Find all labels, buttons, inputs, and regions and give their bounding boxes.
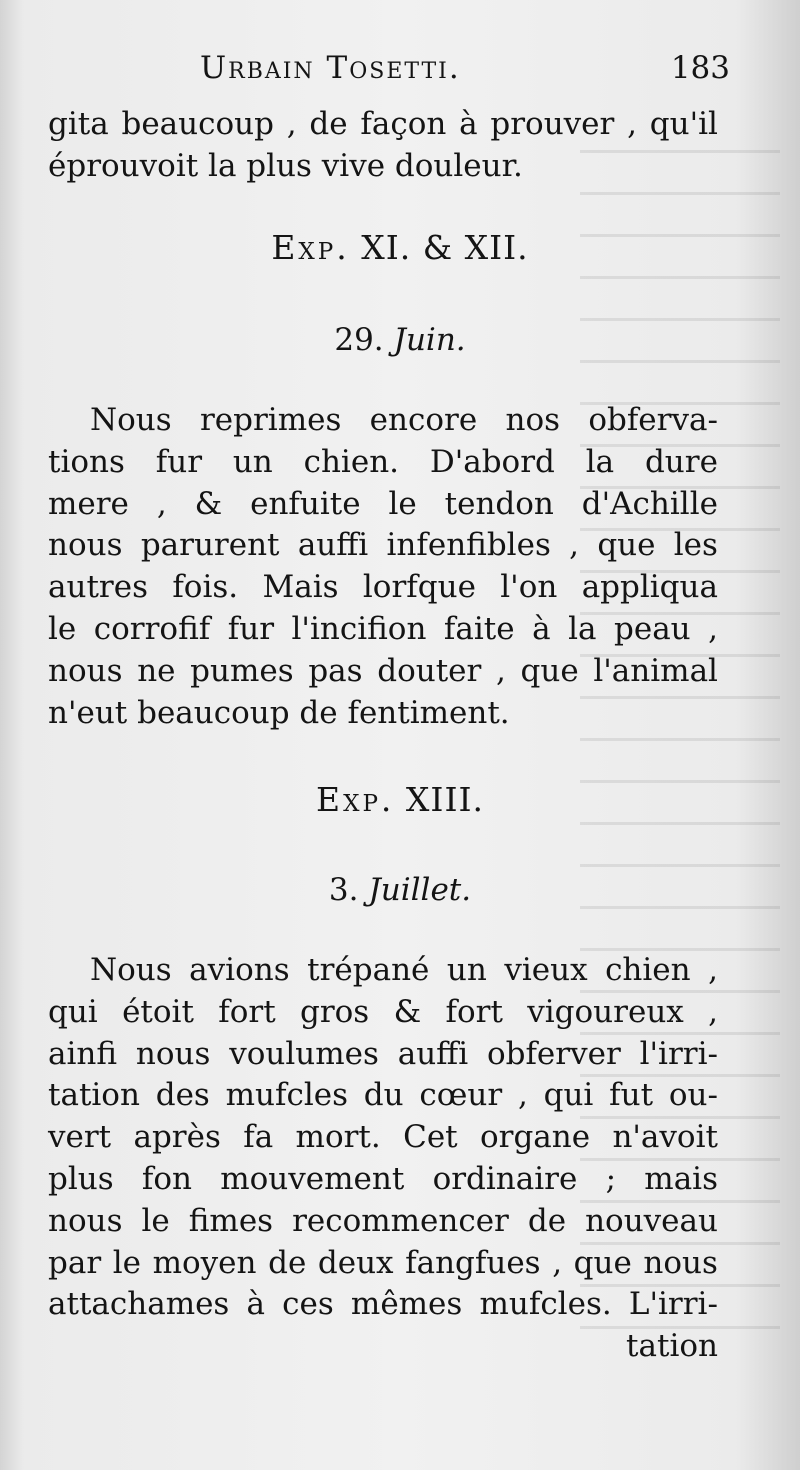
word: autres: [48, 569, 148, 606]
word: pas: [308, 652, 363, 689]
word: fois.: [172, 569, 239, 606]
word: vieux: [504, 952, 588, 988]
catchword: tation: [626, 1328, 718, 1365]
word: trépané: [307, 952, 430, 988]
experiment-date: [0, 872, 800, 908]
word: des: [155, 1077, 210, 1114]
text-line-content: n'eut beaucoup de fentiment.: [48, 694, 510, 731]
word: fon: [141, 1160, 192, 1197]
word: étoit: [122, 993, 194, 1030]
word: après: [133, 1119, 221, 1156]
text-line-content: [48, 651, 718, 693]
word: faite: [443, 610, 515, 647]
word: ;: [605, 1160, 617, 1197]
word: &: [194, 485, 223, 522]
experiment-number: XIII.: [405, 780, 485, 819]
word: l'on: [500, 569, 558, 606]
word: moyen: [152, 1244, 257, 1281]
word: vert: [48, 1119, 112, 1156]
text-line-content: [48, 609, 718, 651]
word: deux: [317, 1244, 394, 1281]
text-line-content: [48, 104, 718, 146]
page-header: [200, 50, 730, 90]
word: infenfibles: [386, 527, 551, 564]
word: &: [393, 993, 422, 1030]
word: auffi: [397, 1035, 469, 1072]
word: peau: [614, 610, 691, 647]
word: le: [48, 610, 77, 647]
text-line: [48, 609, 718, 651]
word: gita: [48, 106, 109, 142]
text-line-content: [90, 950, 718, 992]
catchword-line: [48, 1326, 718, 1368]
word: avions: [189, 952, 290, 988]
word: voulumes: [229, 1035, 379, 1072]
text-line: [48, 442, 718, 484]
word: nous: [48, 527, 123, 564]
text-line: [48, 525, 718, 567]
text-line: [48, 693, 718, 735]
word: ou-: [668, 1077, 718, 1114]
text-line: [48, 484, 718, 526]
text-line-content: [48, 442, 718, 484]
word: de: [527, 1202, 567, 1239]
text-line: [48, 1117, 718, 1159]
word: Cet: [403, 1119, 458, 1156]
word: ordinaire: [432, 1160, 578, 1197]
word: fangfues: [405, 1244, 541, 1281]
word: pumes: [190, 652, 294, 689]
word: nous: [643, 1244, 718, 1281]
text-line-content: [48, 1034, 718, 1076]
word: reprimes: [199, 402, 342, 438]
word: un: [232, 443, 273, 480]
word: prouver: [490, 106, 615, 142]
word: lorfque: [362, 569, 476, 606]
word: mort.: [295, 1119, 381, 1156]
word: Nous: [90, 952, 172, 988]
word: ces: [282, 1286, 334, 1323]
word: qu'il: [649, 106, 718, 142]
experiment-abbr: Exp.: [315, 780, 395, 819]
paragraph-continuation: [48, 104, 718, 188]
word: du: [363, 1077, 404, 1114]
experiment-date: [0, 322, 800, 358]
word: ,: [708, 952, 718, 988]
experiment-heading: [0, 780, 800, 819]
word: cœur: [419, 1077, 503, 1114]
word: nous: [48, 652, 123, 689]
word: ,: [627, 106, 637, 142]
text-line-content: [90, 400, 718, 442]
word: fimes: [188, 1202, 274, 1239]
word: organe: [479, 1119, 591, 1156]
word: que: [597, 527, 656, 564]
running-title: Urbain Tosetti.: [200, 50, 461, 86]
word: à: [459, 106, 478, 142]
text-line-content: [48, 1243, 718, 1285]
word: nous: [48, 1202, 123, 1239]
word: beaucoup: [121, 106, 274, 142]
text-line-content: éprouvoit la plus vive douleur.: [48, 147, 523, 184]
word: tendon: [444, 485, 554, 522]
text-line-content: [48, 1075, 718, 1117]
word: un: [446, 952, 487, 988]
experiment-number: XI. & XII.: [361, 228, 529, 267]
text-line: [48, 1284, 718, 1326]
word: nos: [505, 402, 561, 438]
word: nous: [135, 1035, 211, 1072]
word: tation: [48, 1077, 140, 1114]
word: mouvement: [220, 1160, 405, 1197]
word: mêmes: [350, 1286, 463, 1323]
text-line: [48, 1159, 718, 1201]
word: ,: [708, 993, 718, 1030]
word: l'animal: [593, 652, 718, 689]
word: ne: [137, 652, 176, 689]
word: la: [568, 610, 597, 647]
word: ,: [708, 610, 718, 647]
word: vigoureux: [527, 993, 684, 1030]
word: auffi: [297, 527, 369, 564]
word: gros: [299, 993, 370, 1030]
text-line-content: [48, 1284, 718, 1326]
word: l'irri-: [639, 1035, 718, 1072]
word: d'Achille: [581, 485, 718, 522]
date-day: 3.: [328, 872, 359, 908]
word: fort: [218, 993, 276, 1030]
text-line-content: [48, 1117, 718, 1159]
word: nouveau: [585, 1202, 718, 1239]
word: que: [520, 652, 579, 689]
word: fur: [155, 443, 203, 480]
word: ,: [286, 106, 297, 142]
date-month: Juillet.: [368, 872, 472, 908]
text-line: [48, 104, 718, 146]
word: plus: [48, 1160, 114, 1197]
word: encore: [369, 402, 478, 438]
word: recommencer: [292, 1202, 509, 1239]
text-line: [48, 400, 718, 442]
word: parurent: [140, 527, 280, 564]
text-line-content: [48, 484, 718, 526]
word: fort: [445, 993, 503, 1030]
paragraph: [48, 950, 718, 1368]
word: que: [573, 1244, 632, 1281]
text-line: [48, 1243, 718, 1285]
word: mufcles: [225, 1077, 348, 1114]
word: mais: [644, 1160, 718, 1197]
word: fa: [243, 1119, 274, 1156]
text-line-content: [48, 1201, 718, 1243]
date-month: Juin.: [393, 322, 466, 358]
word: fur: [227, 610, 275, 647]
word: enfuite: [250, 485, 361, 522]
text-line-content: [48, 567, 718, 609]
word: chien: [605, 952, 691, 988]
text-line-content: [48, 1159, 718, 1201]
word: par: [48, 1244, 102, 1281]
text-line: [48, 992, 718, 1034]
text-line: [48, 567, 718, 609]
word: à: [246, 1286, 265, 1323]
word: attachames: [48, 1286, 230, 1323]
word: mufcles.: [479, 1286, 612, 1323]
text-line-content: [48, 992, 718, 1034]
word: n'avoit: [612, 1119, 718, 1156]
word: les: [673, 527, 718, 564]
experiment-heading: [0, 228, 800, 267]
word: qui: [543, 1077, 594, 1114]
word: le: [112, 1244, 142, 1281]
word: ,: [569, 527, 580, 564]
word: de: [309, 106, 348, 142]
word: douter: [377, 652, 482, 689]
word: l'incifion: [291, 610, 427, 647]
word: dure: [644, 443, 718, 480]
word: à: [532, 610, 551, 647]
word: chien.: [303, 443, 400, 480]
text-line: [48, 651, 718, 693]
word: obferva-: [588, 402, 718, 438]
word: obferver: [486, 1035, 621, 1072]
word: D'abord: [429, 443, 555, 480]
word: ,: [496, 652, 506, 689]
word: la: [585, 443, 615, 480]
word: le: [141, 1202, 170, 1239]
text-line: [48, 950, 718, 992]
word: appliqua: [581, 569, 718, 606]
text-line: [48, 1075, 718, 1117]
date-day: 29.: [334, 322, 384, 358]
text-line-content: [48, 525, 718, 567]
word: ,: [156, 485, 167, 522]
word: le: [388, 485, 417, 522]
text-line: [48, 146, 718, 188]
page-number: 183: [670, 50, 730, 86]
word: façon: [360, 106, 447, 142]
word: de: [268, 1244, 307, 1281]
experiment-abbr: Exp.: [271, 228, 350, 267]
text-line: [48, 1201, 718, 1243]
word: ainfi: [48, 1035, 118, 1072]
paragraph: [48, 400, 718, 734]
word: L'irri-: [628, 1286, 718, 1323]
text-line: [48, 1034, 718, 1076]
word: Nous: [90, 402, 172, 438]
word: Mais: [262, 569, 339, 606]
word: mere: [48, 485, 129, 522]
word: fut: [609, 1077, 654, 1114]
word: ,: [517, 1077, 528, 1114]
word: corrofif: [93, 610, 211, 647]
word: qui: [48, 993, 98, 1030]
word: ,: [552, 1244, 563, 1281]
word: tions: [48, 443, 125, 480]
